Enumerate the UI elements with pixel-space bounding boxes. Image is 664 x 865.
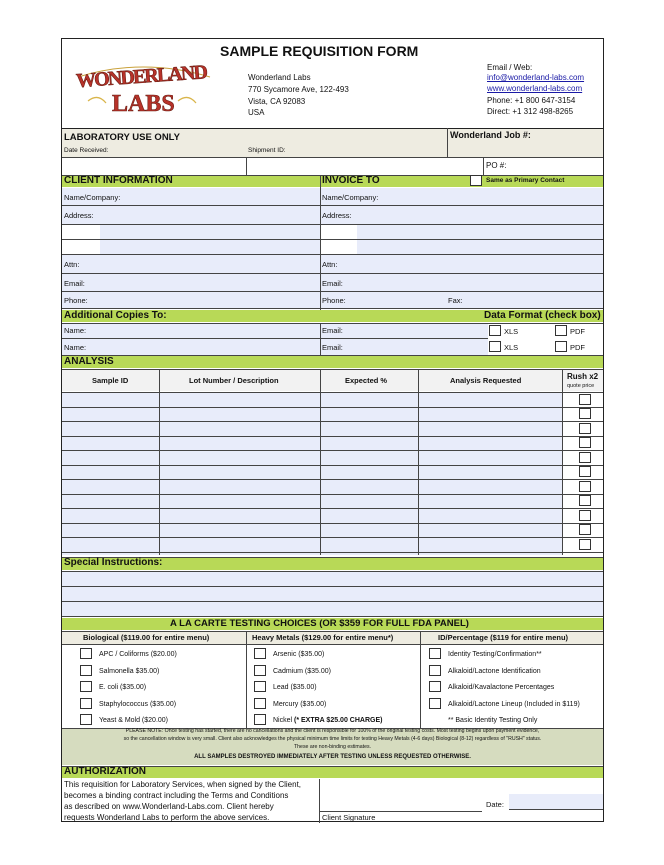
col-analysis-requested: Analysis Requested <box>450 376 522 385</box>
website-link[interactable]: www.wonderland-labs.com <box>487 84 583 93</box>
rush-checkbox[interactable] <box>579 408 591 419</box>
metal-option: Arsenic ($35.00) <box>273 651 325 658</box>
requisition-form <box>61 38 604 822</box>
rush-checkbox[interactable] <box>579 394 591 405</box>
analysis-table-header <box>62 369 603 391</box>
signature-field[interactable] <box>320 779 482 811</box>
table-row[interactable] <box>62 479 562 494</box>
rush-checkbox[interactable] <box>579 510 591 521</box>
copies-heading: Additional Copies To: <box>64 310 167 321</box>
metal-option: Lead ($35.00) <box>273 684 317 692</box>
date-label: Date: <box>486 800 504 809</box>
client-attn-label: Attn: <box>64 260 80 269</box>
table-row[interactable] <box>62 392 562 407</box>
lab-use-heading: LABORATORY USE ONLY <box>64 132 180 143</box>
pdf-checkbox-1[interactable] <box>555 325 567 336</box>
metal-checkbox[interactable] <box>254 681 266 692</box>
alacarte-heading: A LA CARTE TESTING CHOICES (OR $359 FOR FULL FDA PANEL) <box>170 618 469 629</box>
po-number-label: PO #: <box>486 161 507 170</box>
invoice-fax-label: Fax: <box>448 296 463 305</box>
metals-heading: Heavy Metals ($129.00 for entire menu*) <box>252 633 394 642</box>
auth-text-4: requests Wonderland Labs to perform the above services. <box>64 813 270 822</box>
po-number-field[interactable] <box>510 157 603 175</box>
bio-option: APC / Coliforms ($20.00) <box>99 651 177 658</box>
notice-line-3: These are non-binding estimates. <box>294 744 371 750</box>
client-phone-label: Phone: <box>64 296 88 305</box>
xls-label-1: XLS <box>504 327 519 336</box>
invoice-attn-label: Attn: <box>322 260 338 269</box>
id-test-option: Alkaloid/Lactone Identification <box>448 667 541 675</box>
notice-line-2: so the cancellation window is very small. Client also acknowledges the physical minimum time limits for testing Heavy Metals (4-6 days) Biological (8-12) regardless of "RUSH" status. <box>123 736 542 742</box>
col-expected: Expected % <box>345 376 388 385</box>
id-note: ** Basic Identity Testing Only <box>448 717 538 724</box>
id-test-option: Alkaloid/Kavalactone Percentages <box>448 684 555 692</box>
copy-name-label-2: Name: <box>64 343 87 352</box>
notice-line-4: ALL SAMPLES DESTROYED IMMEDIATELY AFTER TESTING UNLESS REQUESTED OTHERWISE. <box>194 754 471 760</box>
svg-text:WONDERLAND: WONDERLAND <box>75 61 209 93</box>
shipment-id-field[interactable] <box>247 157 483 175</box>
id-heading: ID/Percentage ($119 for entire menu) <box>438 633 569 642</box>
bio-checkbox[interactable] <box>80 681 92 692</box>
contact-heading: Email / Web: <box>487 63 533 72</box>
client-email-label: Email: <box>64 279 85 288</box>
date-received-label: Date Received: <box>64 147 109 154</box>
auth-text-1: This requisition for Laboratory Services, when signed by the Client, <box>64 780 302 789</box>
col-sample-id: Sample ID <box>92 376 129 385</box>
xls-checkbox-2[interactable] <box>489 341 501 352</box>
metal-option: Mercury ($35.00) <box>273 700 327 708</box>
shipment-id-label: Shipment ID: <box>248 147 286 154</box>
bio-option: Yeast & Mold ($20.00) <box>99 717 169 725</box>
same-as-primary-label: Same as Primary Contact <box>486 177 565 184</box>
svg-text:LABS: LABS <box>112 91 175 117</box>
id-test-checkbox[interactable] <box>429 698 441 709</box>
metal-option: Cadmium ($35.00) <box>273 667 331 675</box>
bio-checkbox[interactable] <box>80 714 92 725</box>
company-street: 770 Sycamore Ave, 122-493 <box>248 85 349 94</box>
rush-checkbox[interactable] <box>579 437 591 448</box>
rush-checkbox[interactable] <box>579 423 591 434</box>
xls-label-2: XLS <box>504 343 519 352</box>
col-rush: Rush x2 <box>567 372 599 381</box>
company-logo <box>68 53 218 117</box>
pdf-checkbox-2[interactable] <box>555 341 567 352</box>
rush-checkbox[interactable] <box>579 452 591 463</box>
bio-checkbox[interactable] <box>80 698 92 709</box>
rush-checkbox[interactable] <box>579 524 591 535</box>
special-heading: Special Instructions: <box>64 557 163 568</box>
id-test-checkbox[interactable] <box>429 681 441 692</box>
special-instructions-field[interactable] <box>62 571 603 616</box>
table-row[interactable] <box>62 508 562 523</box>
table-row[interactable] <box>62 421 562 436</box>
form-title: SAMPLE REQUISITION FORM <box>220 43 419 59</box>
auth-text-2: becomes a binding contract including the Terms and Conditions <box>64 791 289 800</box>
signature-label: Client Signature <box>322 813 376 822</box>
bio-heading: Biological ($119.00 for entire menu) <box>83 633 210 642</box>
rush-checkbox[interactable] <box>579 539 591 550</box>
copies-fields <box>62 323 488 355</box>
bio-checkbox[interactable] <box>80 648 92 659</box>
client-info-heading: CLIENT INFORMATION <box>64 175 173 186</box>
pdf-label-2: PDF <box>570 343 585 352</box>
client-name-label: Name/Company: <box>64 193 121 202</box>
metal-checkbox[interactable] <box>254 698 266 709</box>
nickel-checkbox[interactable] <box>254 714 266 725</box>
invoice-phone-label: Phone: <box>322 296 346 305</box>
id-test-checkbox[interactable] <box>429 665 441 676</box>
xls-checkbox-1[interactable] <box>489 325 501 336</box>
col-lot-number: Lot Number / Description <box>189 376 279 385</box>
date-field[interactable] <box>509 794 603 809</box>
rush-checkbox[interactable] <box>579 495 591 506</box>
data-format-heading: Data Format (check box) <box>484 310 601 321</box>
notice-line-1: PLEASE NOTE: Once testing has started, there are no cancellations and the client is responsible for 100% of the original testing costs. Most testing begins upon payment evidence, <box>125 728 540 734</box>
nickel-option: Nickel (* EXTRA $25.00 CHARGE) <box>273 717 383 724</box>
bio-option: Salmonella $35.00) <box>99 667 160 675</box>
invoice-to-heading: INVOICE TO <box>322 175 380 186</box>
analysis-heading: ANALYSIS <box>64 356 114 367</box>
col-rush-sub: quote price <box>567 383 595 389</box>
company-name: Wonderland Labs <box>248 73 311 82</box>
id-test-option: Identity Testing/Confirmation** <box>448 651 542 658</box>
client-address-label: Address: <box>64 211 94 220</box>
table-row[interactable] <box>62 465 562 480</box>
bio-option: Staphylococcus ($35.00) <box>99 700 177 708</box>
company-city: Vista, CA 92083 <box>248 97 306 106</box>
logo-graphic <box>68 53 218 117</box>
metal-checkbox[interactable] <box>254 648 266 659</box>
email-link[interactable]: info@wonderland-labs.com <box>487 73 585 82</box>
bio-option: E. coli ($35.00) <box>99 684 147 692</box>
copy-email-label-2: Email: <box>322 343 343 352</box>
auth-text-3: as described on www.Wonderland-Labs.com. Client hereby <box>64 802 274 811</box>
copy-email-label-1: Email: <box>322 326 343 335</box>
id-test-checkbox[interactable] <box>429 648 441 659</box>
invoice-address-label: Address: <box>322 211 352 220</box>
rush-checkbox[interactable] <box>579 481 591 492</box>
authorization-heading: AUTHORIZATION <box>64 766 147 777</box>
rush-checkbox[interactable] <box>579 466 591 477</box>
invoice-name-label: Name/Company: <box>322 193 379 202</box>
table-row[interactable] <box>62 450 562 465</box>
pdf-label-1: PDF <box>570 327 585 336</box>
contact-direct: Direct: +1 312 498-8265 <box>487 107 574 116</box>
id-test-option: Alkaloid/Lactone Lineup (Included in $119) <box>448 700 580 708</box>
table-row[interactable] <box>62 494 562 509</box>
invoice-email-label: Email: <box>322 279 343 288</box>
table-row[interactable] <box>62 407 562 422</box>
same-as-primary-checkbox[interactable] <box>470 175 482 186</box>
analysis-header <box>62 356 603 368</box>
table-row[interactable] <box>62 537 562 552</box>
metal-checkbox[interactable] <box>254 665 266 676</box>
date-received-field[interactable] <box>62 157 246 175</box>
job-number-label: Wonderland Job #: <box>450 130 531 140</box>
contact-phone: Phone: +1 800 647-3154 <box>487 96 576 105</box>
bio-checkbox[interactable] <box>80 665 92 676</box>
copy-name-label-1: Name: <box>64 326 87 335</box>
table-row[interactable] <box>62 523 562 538</box>
table-row[interactable] <box>62 436 562 451</box>
company-country: USA <box>248 108 265 117</box>
